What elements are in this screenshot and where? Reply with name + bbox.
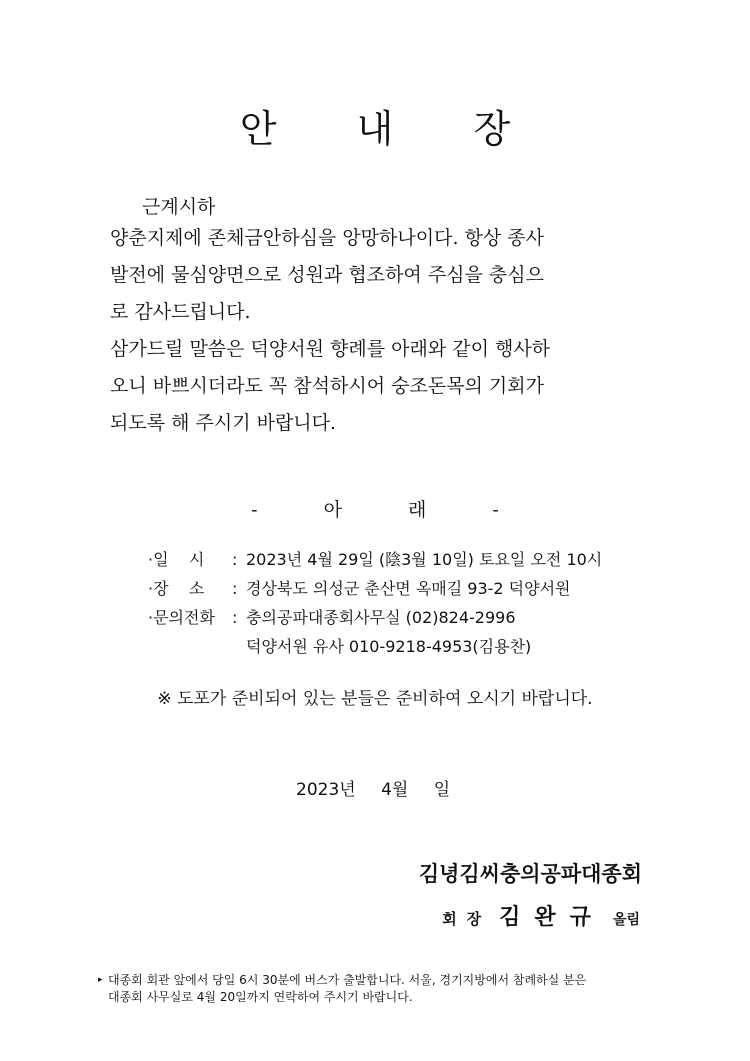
paragraph-line: 로 감사드립니다. xyxy=(110,301,251,323)
signer-name: 김완규 xyxy=(499,904,605,930)
paragraph-line: 되도록 해 주시기 바랍니다. xyxy=(110,412,337,434)
detail-row-contact-2 xyxy=(148,632,602,661)
footer-line-2: 대종회 사무실로 4월 20일까지 연락하여 주시기 바랍니다. xyxy=(108,990,413,1004)
paragraph-line: 오니 바쁘시더라도 꼭 참석하시어 숭조돈목의 기회가 xyxy=(110,375,544,397)
title-char-3: 장 xyxy=(473,107,511,151)
detail-value: 경상북도 의성군 춘산면 옥매길 93-2 덕양서원 xyxy=(246,579,571,598)
paragraph-line: 발전에 물심양면으로 성원과 협조하여 주심을 충심으 xyxy=(110,264,544,286)
page-title xyxy=(0,98,750,153)
title-char-1: 안 xyxy=(239,107,277,151)
paragraph-line: 삼가드릴 말씀은 덕양서원 향례를 아래와 같이 행사하 xyxy=(110,338,551,360)
section-dash-left: - xyxy=(251,499,258,521)
footer-line-1: 대종회 회관 앞에서 당일 6시 30분에 버스가 출발합니다. 서울, 경기지방에서 참례하실 분은 xyxy=(108,973,587,987)
notice: ※ 도포가 준비되어 있는 분들은 준비하여 오시기 바랍니다. xyxy=(157,689,593,709)
issue-date: 2023년 4월 일 xyxy=(296,780,451,800)
section-char-1: 아 xyxy=(323,499,342,521)
detail-label: ·문의전화 xyxy=(148,608,215,627)
detail-value: 2023년 4월 29일 (陰3월 10일) 토요일 오전 10시 xyxy=(246,550,603,569)
signer-role: 회장 xyxy=(442,910,492,928)
detail-row-place xyxy=(148,574,602,603)
signer-suffix: 올림 xyxy=(612,912,640,928)
detail-value: 충의공파대종회사무실 (02)824-2996 xyxy=(246,608,516,627)
section-heading xyxy=(0,495,750,522)
detail-label: ·일 시 xyxy=(148,550,205,569)
detail-label: ·장 소 xyxy=(148,579,205,598)
detail-row-date xyxy=(148,545,602,574)
body-text xyxy=(110,220,650,442)
detail-value: 덕양서원 유사 010-9218-4953(김용찬) xyxy=(246,637,532,656)
detail-row-contact xyxy=(148,603,602,632)
paragraph-1 xyxy=(110,220,650,331)
greeting: 근계시하 xyxy=(142,196,216,218)
title-char-2: 내 xyxy=(356,107,394,151)
organization-name: 김녕김씨충의공파대종회 xyxy=(418,861,642,886)
section-char-2: 래 xyxy=(408,499,427,521)
signature-line xyxy=(442,900,640,931)
paragraph-2 xyxy=(110,331,650,442)
paragraph-line: 양춘지제에 존체금안하심을 앙망하나이다. 항상 종사 xyxy=(110,227,544,249)
detail-colon: : xyxy=(232,550,238,569)
section-dash-right: - xyxy=(492,499,499,521)
detail-colon: : xyxy=(232,579,238,598)
footer-note xyxy=(98,972,668,1006)
event-details xyxy=(148,545,602,661)
detail-colon: : xyxy=(232,608,238,627)
bullet-icon: ▸ xyxy=(98,975,103,985)
